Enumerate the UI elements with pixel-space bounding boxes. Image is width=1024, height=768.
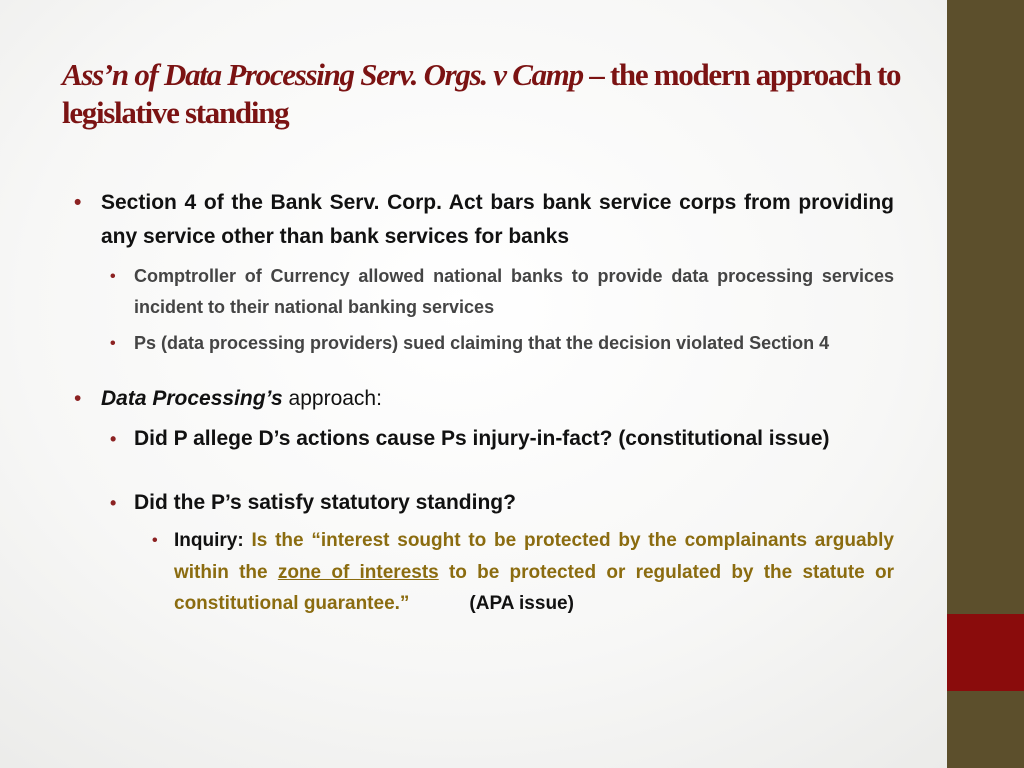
approach-italic: Data Processing’s [101,387,283,410]
bullet-text: Comptroller of Currency allowed national banks to provide data processing services incident to their national banking services [134,266,894,317]
title-rest: – the modern approach to legislative standing [62,57,901,130]
bullet-list [74,186,894,620]
bullet-marker: • [152,532,158,549]
bullet-text: Did the P’s satisfy statutory standing? [134,491,516,514]
bullet-marker: • [110,493,117,513]
approach-rest: approach: [282,387,382,410]
apa-issue: (APA issue) [469,593,574,614]
bullet-approach [74,382,894,416]
bullet-marker: • [74,387,82,410]
bullet-marker: • [74,191,82,214]
case-name: Ass’n of Data Processing Serv. Orgs. v Camp [62,57,583,92]
bullet-inquiry [152,525,894,620]
slide-title [62,56,912,132]
bullet-ps-sued [110,328,894,359]
inquiry-quote-1: Is the “interest sought to be protected by the complainants arguably within the [174,530,895,583]
bullet-injury-in-fact [110,422,894,456]
bullet-text: Did P allege D’s actions cause Ps injury-in-fact? (constitutional issue) [134,427,830,450]
bullet-marker: • [110,335,116,352]
zone-of-interests: zone of interests [277,561,439,583]
bullet-text: Section 4 of the Bank Serv. Corp. Act bars bank service corps from providing any service other than bank services for banks [101,191,894,248]
bullet-comptroller [110,261,894,323]
inquiry-quote-2: to be protected or regulated by the statute or constitutional guarantee.” [174,561,894,614]
bullet-text: Ps (data processing providers) sued claiming that the decision violated Section 4 [134,333,830,353]
bullet-section-4 [74,186,894,254]
side-accent [947,614,1024,691]
inquiry-label: Inquiry: [174,530,252,551]
bullet-marker: • [110,268,116,285]
bullet-marker: • [110,429,117,449]
bullet-statutory-standing [110,486,894,520]
